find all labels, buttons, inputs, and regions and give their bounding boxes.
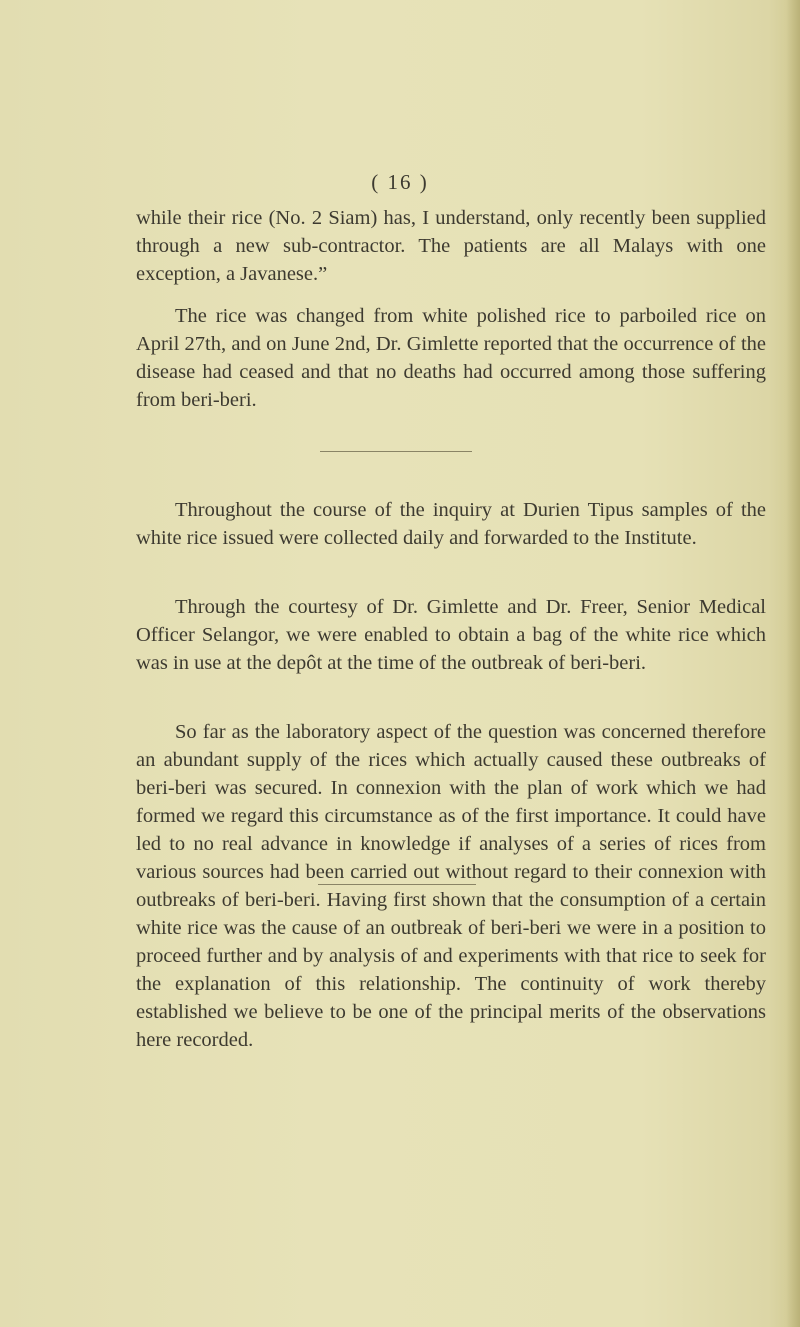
paragraph-rice-changed: The rice was changed from white polished rice to parboiled rice on April 27th, and on June 2nd, Dr. Gimlette reported that the occurrence of the disease had ceased and that no deaths had occurred among those suffering from beri-beri. [136, 305, 766, 411]
page-edge-shadow [786, 0, 800, 1327]
paragraph-samples-collected: Throughout the course of the inquiry at Durien Tipus samples of the white rice issued were collected daily and forwarded to the Institute. [136, 499, 766, 549]
paragraph-courtesy: Through the courtesy of Dr. Gimlette and Dr. Freer, Senior Medical Officer Selangor, we were enabled to obtain a bag of the white rice which was in use at the depôt at the time of the outbreak of beri-beri. [136, 596, 766, 674]
paragraph-continuation: while their rice (No. 2 Siam) has, I understand, only recently been supplied through a new sub-contractor. The patients are all Malays with one exception, a Javanese.” [136, 207, 766, 285]
paragraph-laboratory-aspect: So far as the laboratory aspect of the question was concerned therefore an abundant supply of the rices which actually caused these outbreaks of beri-beri was secured. In connexion with the plan of work which we had formed we regard this circumstance as of the first importance. It could have led to no real advance in knowledge if analyses of a series of rices from various sources had been carried out without regard to their connexion with outbreaks of beri-beri. Having first shown that the consumption of a certain white rice was the cause of an outbreak of beri-beri we were in a position to proceed further and by analysis of and experiments with that rice to seek for the explanation of this relationship. The continuity of work thereby established we believe to be one of the principal merits of the observations here recorded. [136, 721, 766, 1051]
section-divider [320, 451, 472, 452]
page-number: ( 16 ) [371, 170, 429, 194]
end-divider [318, 884, 476, 885]
